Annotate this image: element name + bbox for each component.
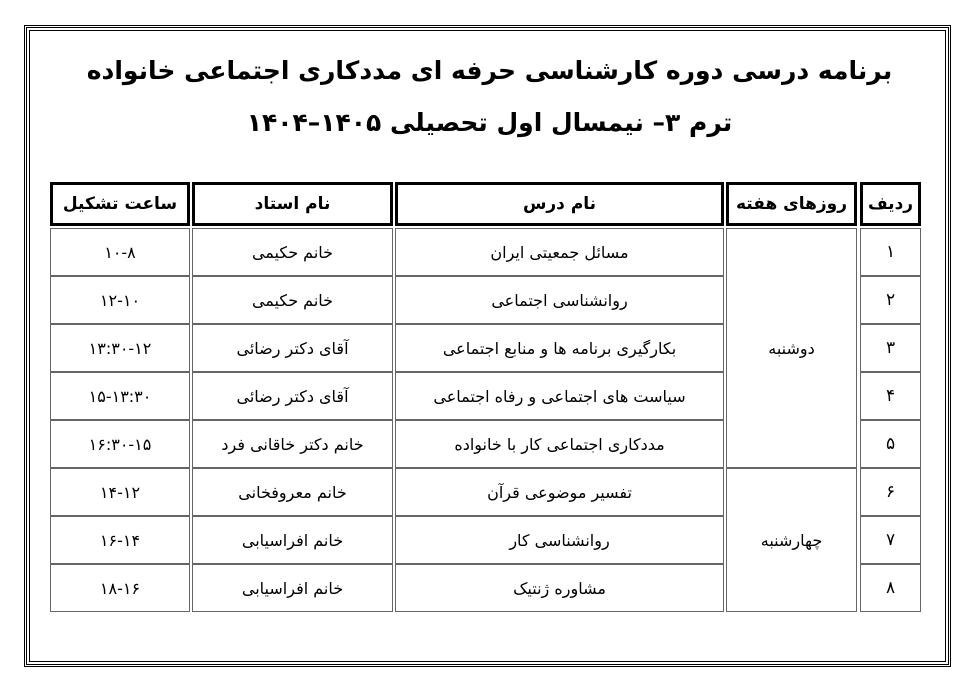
header-teacher-name: نام استاد bbox=[192, 182, 393, 226]
row-number-cell: ۶ bbox=[860, 468, 921, 516]
course-name-cell: روانشناسی اجتماعی bbox=[395, 276, 724, 324]
time-cell: ۱۶-۱۴ bbox=[50, 516, 190, 564]
header-course-name: نام درس bbox=[395, 182, 724, 226]
time-cell: ۱۵-۱۳:۳۰ bbox=[50, 372, 190, 420]
time-cell: ۱۸-۱۶ bbox=[50, 564, 190, 612]
teacher-name-cell: خانم حکیمی bbox=[192, 228, 393, 276]
time-cell: ۱۳:۳۰-۱۲ bbox=[50, 324, 190, 372]
teacher-name-cell: آقای دکتر رضائی bbox=[192, 372, 393, 420]
row-number-cell: ۵ bbox=[860, 420, 921, 468]
course-name-cell: روانشناسی کار bbox=[395, 516, 724, 564]
teacher-name-cell: آقای دکتر رضائی bbox=[192, 324, 393, 372]
document-subtitle: ترم ۳– نیمسال اول تحصیلی ۱۴۰۵–۱۴۰۴ bbox=[246, 108, 733, 137]
time-cell: ۱۲-۱۰ bbox=[50, 276, 190, 324]
time-cell: ۱۰-۸ bbox=[50, 228, 190, 276]
course-name-cell: بکارگیری برنامه ها و منابع اجتماعی bbox=[395, 324, 724, 372]
course-name-cell: مشاوره ژنتیک bbox=[395, 564, 724, 612]
teacher-name-cell: خانم دکتر خاقانی فرد bbox=[192, 420, 393, 468]
teacher-name-cell: خانم حکیمی bbox=[192, 276, 393, 324]
teacher-name-cell: خانم افراسیابی bbox=[192, 516, 393, 564]
course-name-cell: تفسیر موضوعی قرآن bbox=[395, 468, 724, 516]
course-name-cell: مسائل جمعیتی ایران bbox=[395, 228, 724, 276]
day-cell-wednesday: چهارشنبه bbox=[726, 468, 857, 612]
row-number-cell: ۳ bbox=[860, 324, 921, 372]
row-number-cell: ۱ bbox=[860, 228, 921, 276]
header-weekday: روزهای هفته bbox=[726, 182, 857, 226]
teacher-name-cell: خانم افراسیابی bbox=[192, 564, 393, 612]
row-number-cell: ۸ bbox=[860, 564, 921, 612]
document-title: برنامه درسی دوره کارشناسی حرفه ای مددکاری اجتماعی خانواده bbox=[86, 56, 893, 85]
time-cell: ۱۶:۳۰-۱۵ bbox=[50, 420, 190, 468]
time-cell: ۱۴-۱۲ bbox=[50, 468, 190, 516]
row-number-cell: ۴ bbox=[860, 372, 921, 420]
teacher-name-cell: خانم معروفخانی bbox=[192, 468, 393, 516]
row-number-cell: ۷ bbox=[860, 516, 921, 564]
day-cell-monday: دوشنبه bbox=[726, 228, 857, 468]
course-name-cell: سیاست های اجتماعی و رفاه اجتماعی bbox=[395, 372, 724, 420]
header-row-number: ردیف bbox=[860, 182, 921, 226]
header-time: ساعت تشکیل bbox=[50, 182, 190, 226]
row-number-cell: ۲ bbox=[860, 276, 921, 324]
course-name-cell: مددکاری اجتماعی کار با خانواده bbox=[395, 420, 724, 468]
